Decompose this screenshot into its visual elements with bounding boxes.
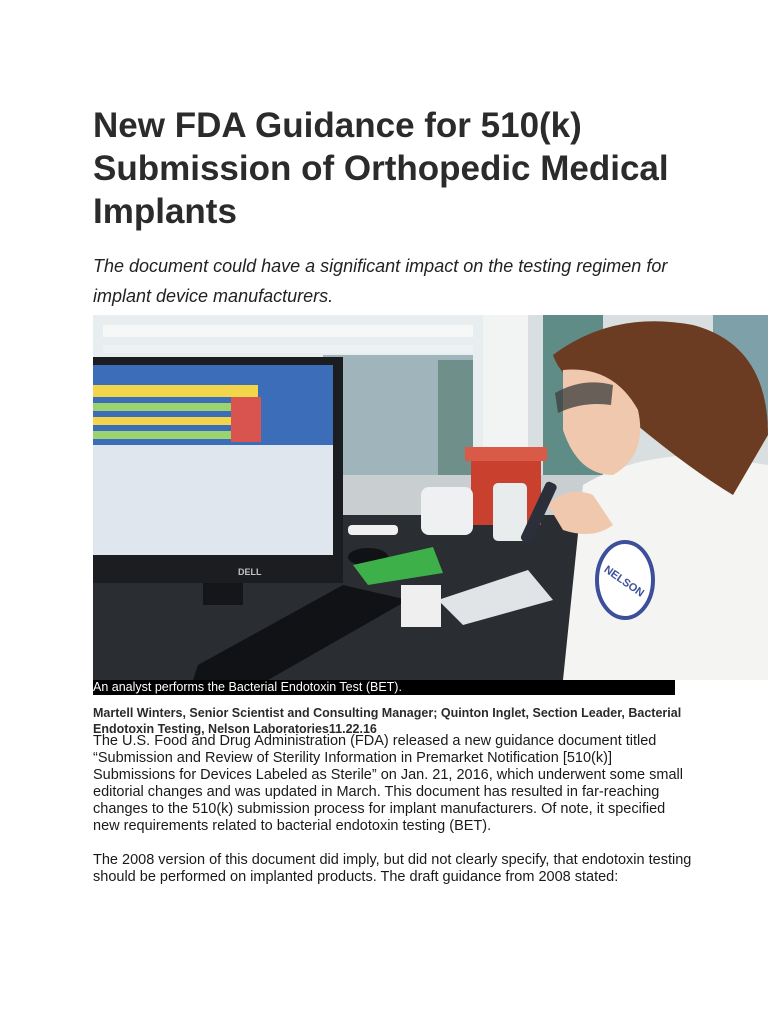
article-title: New FDA Guidance for 510(k) Submission of Orthopedic Medical Implants (93, 106, 669, 231)
coat-logo-label: NELSON (601, 563, 647, 600)
photo-caption: An analyst performs the Bacterial Endotoxin Test (BET). (93, 680, 675, 695)
article-subtitle: The document could have a significant impact on the testing regimen for implant device manufacturers. (93, 256, 668, 306)
monitor-brand-label: DELL (238, 567, 262, 577)
article-byline: Martell Winters, Senior Scientist and Consulting Manager; Quinton Inglet, Section Leader, Bacterial Endotoxin Testing, Nelson Laboratories11.22.16 (93, 706, 682, 736)
body-paragraph: The 2008 version of this document did imply, but did not clearly specify, that endotoxin testing should be performed on implanted products. The draft guidance from 2008 stated: (93, 852, 692, 885)
article-body (93, 733, 693, 903)
lab-photo (93, 315, 768, 680)
body-paragraph: The U.S. Food and Drug Administration (FDA) released a new guidance document titled “Submission and Review of Sterility Information in Premarket Notification [510(k)] Submissions for Devices Labeled as Sterile” on Jan. 21, 2016, which underwent some small editorial changes and was updated in March. This document has resulted in far-reaching changes to the 510(k) submission process for implant manufacturers. Of note, it specified new requirements related to bacterial endotoxin testing (BET). (93, 733, 683, 834)
